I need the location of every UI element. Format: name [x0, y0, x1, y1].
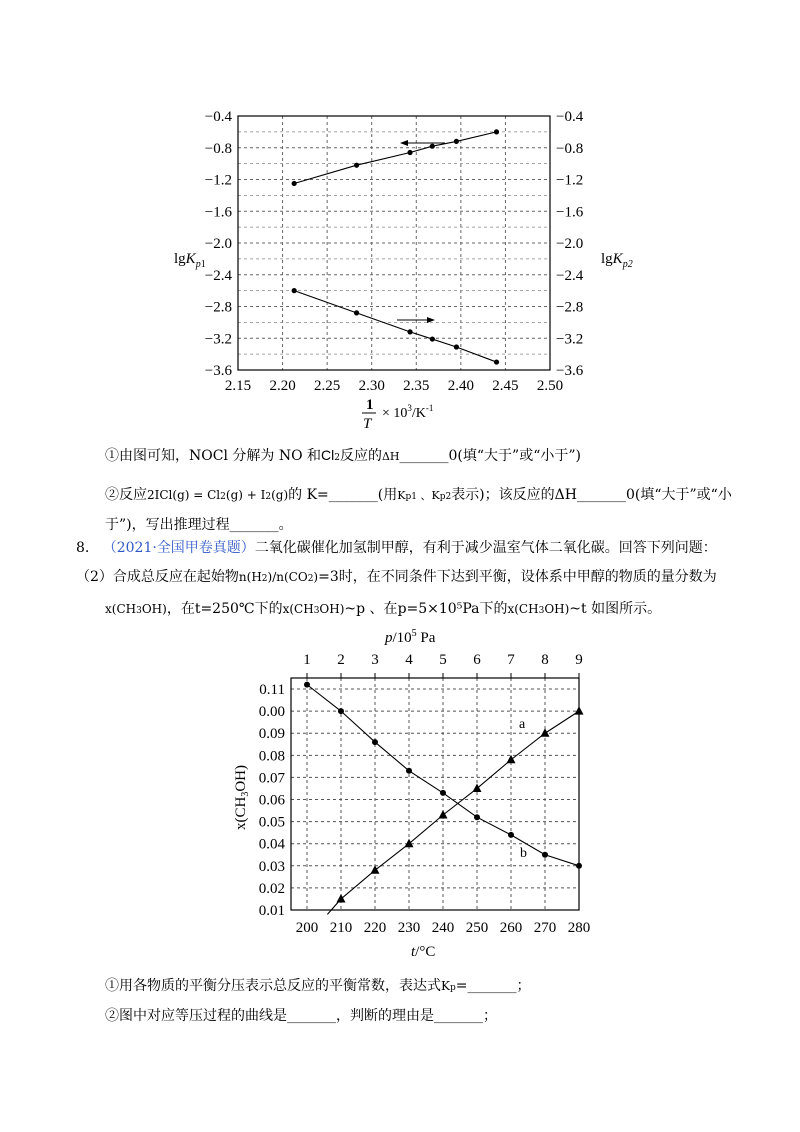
q8c-temp: t=250℃	[194, 601, 255, 617]
y-tick-label-right: −3.2	[556, 331, 584, 348]
top-tick-label: 9	[575, 652, 583, 668]
data-point-b	[440, 790, 446, 796]
bottom-tick-label: 270	[533, 920, 557, 936]
top-tick-label: 6	[473, 652, 481, 668]
y-axis-label: $x(CH_3OH)$	[233, 764, 251, 830]
data-point-lgkp2	[292, 181, 297, 186]
x-axis-label	[362, 397, 433, 432]
y-tick-label-right: −0.4	[556, 109, 584, 125]
question-1c: 于”)，写出推理过程_______。	[105, 517, 293, 533]
data-point-b	[542, 852, 548, 858]
y-tick-label-right: −1.2	[556, 172, 584, 189]
data-point-lgkp2	[430, 144, 435, 149]
q8d-post: =_______；	[455, 978, 531, 994]
q1b-mid2: 表示)；该反应的	[451, 487, 555, 503]
q8c-pressure: p=5×10⁵Pa	[397, 601, 480, 617]
y-tick-label-left: −3.6	[204, 363, 232, 379]
data-point-a	[439, 810, 448, 819]
data-point-b	[576, 863, 582, 869]
q1b-mid1: 的 K=_______(用	[288, 487, 398, 503]
y-tick-label-right: −2.4	[556, 267, 584, 284]
x-tick-label: 2.20	[269, 378, 296, 394]
y-tick-label-right: −2.8	[556, 299, 584, 316]
data-point-lgkp2	[354, 163, 359, 168]
bottom-tick-label: 280	[567, 920, 591, 936]
data-point-b	[338, 708, 344, 714]
svg-text:T: T	[363, 416, 372, 432]
question-8-sub2: ②图中对应等压过程的曲线是_______，判断的理由是_______；	[105, 1008, 497, 1024]
top-axis-label: $p/10^5$ Pa	[385, 628, 436, 646]
y-tick-label-right: −0.8	[556, 140, 584, 157]
bottom-tick-label: 200	[295, 920, 319, 936]
curve-a-label: a	[519, 717, 526, 732]
x-tick-label: 2.45	[492, 378, 519, 394]
bottom-axis-label: t/°C	[411, 944, 436, 960]
data-point-lgkp2	[407, 150, 412, 155]
data-point-lgkp1	[292, 288, 297, 293]
top-tick-label: 3	[371, 652, 379, 668]
top-tick-label: 2	[337, 652, 345, 668]
bottom-tick-label: 240	[431, 920, 455, 936]
q8c-mid1: ，在	[166, 601, 195, 617]
data-point-lgkp2	[454, 139, 459, 144]
series-line-lgkp1	[294, 291, 496, 362]
q8c-mid4: 下的	[479, 601, 508, 617]
data-point-a	[405, 839, 414, 848]
data-point-lgkp1	[354, 310, 359, 315]
y-tick-label: 0.06	[258, 792, 285, 809]
x-tick-label: 2.30	[358, 378, 385, 394]
y-tick-label-left: −0.4	[204, 109, 232, 125]
data-point-lgkp1	[494, 359, 499, 364]
q1a-post: _______0(填“大于”或“小于”)	[399, 448, 581, 464]
svg-text:× 103/K-1: × $10^3/K^{-1}$	[382, 403, 434, 421]
data-point-lgkp1	[454, 344, 459, 349]
methanol-chart	[225, 620, 591, 965]
data-point-b	[372, 739, 378, 745]
bottom-tick-label: 260	[499, 920, 523, 936]
y-tick-label: 0.07	[258, 770, 285, 787]
question-8-part2: （2）合成总反应在起始物n(H2)/n(CO2)=3时，在不同条件下达到平衡，设体系中甲醇的物质的量分数为	[76, 569, 717, 585]
y-tick-label: 0.09	[258, 726, 285, 743]
left-axis-label: lgK$_p$1	[174, 251, 206, 270]
q8-text: 二氧化碳催化加氢制甲醇，有利于减少温室气体二氧化碳。回答下列问题：	[254, 540, 717, 556]
question-8-part2-cont: x(CH3OH)，在t=250℃下的x(CH3OH)~p 、在p=5×10⁵Pa下的x(CH3OH)~t 如图所示。	[105, 601, 662, 617]
y-tick-label: 0.05	[258, 814, 285, 831]
question-8-sub1: ①用各物质的平衡分压表示总反应的平衡常数，表达式Kp=_______；	[105, 978, 531, 994]
x-tick-label: 2.50	[536, 378, 564, 394]
bottom-tick-label: 230	[397, 920, 421, 936]
data-point-lgkp1	[407, 329, 412, 334]
q8b-pre: （2）合成总反应在起始物	[76, 569, 239, 585]
y-tick-label: 0.02	[258, 880, 285, 897]
top-tick-label: 5	[439, 652, 447, 668]
y-tick-label: 0.11	[259, 682, 285, 699]
y-tick-label-left: −0.8	[204, 140, 232, 157]
y-tick-label: 0.04	[258, 836, 285, 853]
right-axis-label: lgK$_{p2}$	[601, 251, 633, 270]
data-point-b	[406, 768, 412, 774]
y-tick-label-right: −2.0	[556, 236, 584, 252]
top-tick-label: 4	[405, 652, 413, 668]
q8d-text: ①用各物质的平衡分压表示总反应的平衡常数，表达式	[105, 978, 441, 994]
y-tick-label-right: −1.6	[556, 204, 584, 221]
q8-number: 8.	[76, 540, 90, 556]
x-tick-label: 2.15	[224, 378, 252, 394]
data-point-a	[473, 783, 482, 792]
data-point-lgkp2	[494, 129, 499, 134]
question-1a: ①由图可知，NOCl 分解为 NO 和Cl2反应的ΔH_______0(填“大于”或“小于”)	[105, 447, 581, 464]
y-tick-label: 0.03	[258, 858, 285, 875]
x-tick-label: 2.25	[314, 378, 341, 394]
y-tick-label: 0.08	[258, 748, 285, 765]
x-tick-label: 2.40	[447, 378, 474, 394]
data-point-a	[507, 755, 516, 764]
q8b-post: =3时，在不同条件下达到平衡，设体系中甲醇的物质的量分数为	[318, 569, 717, 585]
data-point-a	[337, 894, 346, 903]
series-line-lgkp2	[294, 132, 496, 184]
svg-text:1: 1	[366, 397, 374, 413]
y-tick-label: 0.01	[258, 903, 285, 919]
data-point-b	[304, 682, 310, 688]
q1b-post: _______0(填“大于”或“小	[576, 487, 732, 503]
y-tick-label-left: −1.2	[204, 172, 232, 189]
question-1b: ②反应2ICl(g) = Cl2(g) + I2(g)的 K=_______(用Kp1 、Kp2表示)；该反应的ΔH_______0(填“大于”或“小	[105, 487, 732, 503]
top-tick-label: 1	[303, 652, 311, 668]
q1b-text: ②反应	[105, 487, 147, 503]
bottom-tick-label: 210	[329, 920, 353, 936]
series-line-a	[327, 711, 579, 914]
q1a-mid: 反应的	[339, 448, 382, 464]
methanol-chart-frame	[291, 678, 579, 910]
y-tick-label-left: −3.2	[204, 331, 232, 348]
bottom-tick-label: 220	[363, 920, 387, 936]
bottom-tick-label: 250	[465, 920, 489, 936]
data-point-a	[575, 706, 584, 715]
y-tick-label-left: −2.8	[204, 299, 232, 316]
x-tick-label: 2.35	[403, 378, 430, 394]
q8c-post: ~t 如图所示。	[569, 601, 662, 617]
data-point-a	[541, 728, 550, 737]
y-tick-label: 0.00	[258, 704, 285, 721]
data-point-lgkp1	[430, 336, 435, 341]
data-point-b	[508, 832, 514, 838]
q8c-mid2: 下的	[254, 601, 283, 617]
top-tick-label: 8	[541, 652, 549, 668]
q8-source-link[interactable]: （2021·全国甲卷真题）	[102, 540, 255, 556]
y-tick-label-right: −3.6	[556, 363, 584, 379]
q8c-mid3: ~p 、在	[344, 601, 398, 617]
top-tick-label: 7	[507, 652, 515, 668]
question-8-header	[76, 537, 717, 557]
y-tick-label-left: −2.0	[204, 236, 232, 252]
lgk-chart	[160, 100, 640, 430]
data-point-a	[371, 865, 380, 874]
y-tick-label-left: −1.6	[204, 204, 232, 221]
data-point-b	[474, 814, 480, 820]
q1a-text: ①由图可知，NOCl 分解为 NO 和	[105, 448, 321, 464]
curve-b-label: b	[520, 846, 527, 861]
y-tick-label-left: −2.4	[204, 267, 232, 284]
